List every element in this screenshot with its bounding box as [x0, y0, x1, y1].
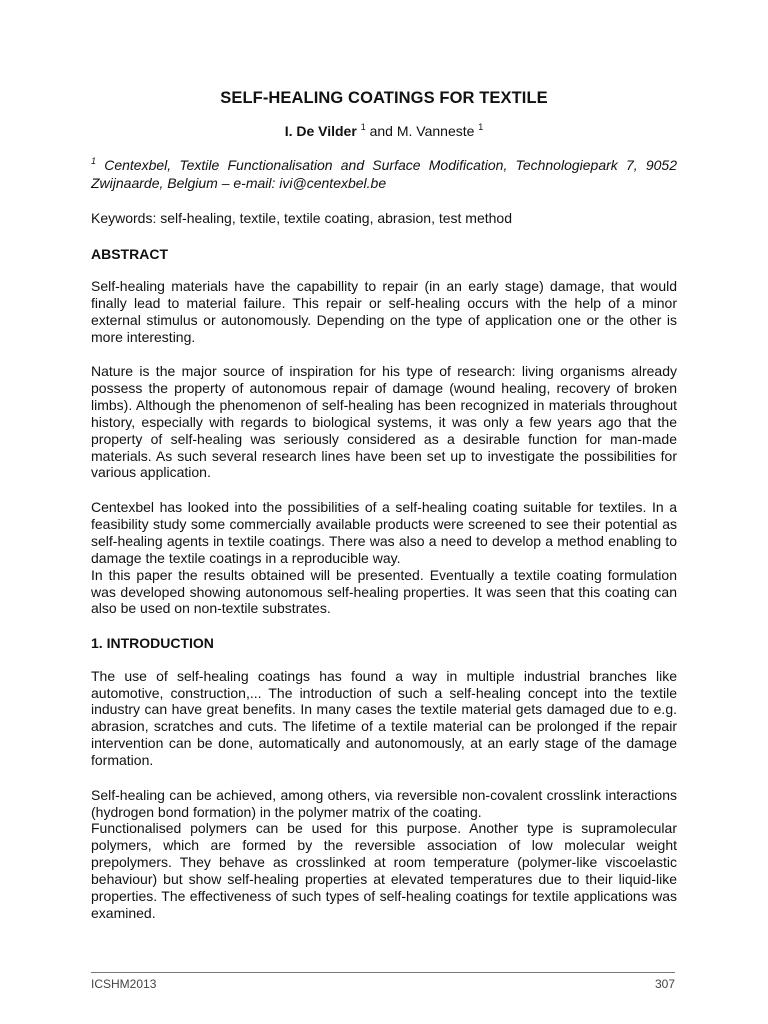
- footer-page-number: 307: [654, 977, 675, 991]
- keywords: Keywords: self-healing, textile, textile coating, abrasion, test method: [91, 210, 512, 226]
- affiliation-text: Centexbel, Textile Functionalisation and Surface Modification, Technologiepark 7, 9052 Zwijnaarde, Belgium – e-mail: ivi@centexbel.be: [91, 157, 677, 191]
- author-line: [91, 122, 677, 140]
- introduction-paragraph-3: Functionalised polymers can be used for this purpose. Another type is supramolecular polymers, which are formed by the reversible association of low molecular weight prepolymers. They behave as crosslinked at room temperature (polymer-like viscoelastic behaviour) but show self-healing properties at elevated temperatures due to their liquid-like properties. The effectiveness of such types of self-healing coatings for textile applications was examined.: [91, 820, 677, 921]
- introduction-paragraph-1: The use of self-healing coatings has found a way in multiple industrial branches like automotive, construction,... The introduction of such a self-healing concept into the textile industry can have great benefits. In many cases the textile material gets damaged due to e.g. abrasion, scratches and cuts. The lifetime of a textile material can be prolonged if the repair intervention can be done, automatically and autonomously, at an early stage of the damage formation.: [91, 667, 677, 768]
- introduction-heading: 1. INTRODUCTION: [91, 635, 214, 652]
- footer-conference: ICSHM2013: [91, 977, 157, 991]
- abstract-heading: ABSTRACT: [91, 245, 168, 262]
- author-connector: and M. Vanneste: [365, 123, 479, 139]
- paper-title: SELF-HEALING COATINGS FOR TEXTILE: [220, 89, 548, 107]
- abstract-paragraph-4: In this paper the results obtained will be presented. Eventually a textile coating formulation was developed showing autonomous self-healing properties. It was seen that this coating can also be used on non-textile substrates.: [91, 566, 677, 617]
- author-1-affiliation-mark: 1: [360, 122, 366, 132]
- abstract-paragraph-2: Nature is the major source of inspiration for his type of research: living organisms already possess the property of autonomous repair of damage (wound healing, recovery of broken limbs). Although the phenomenon of self-healing has been recognized in materials throughout history, especially with regards to biological systems, it was only a few years ago that the property of self-healing was seriously considered as a desirable function for man-made materials. As such several research lines have been set up to investigate the possibilities for various application.: [91, 363, 677, 481]
- footer-rule: [91, 972, 675, 973]
- abstract-paragraph-3: Centexbel has looked into the possibilities of a self-healing coating suitable for textiles. In a feasibility study some commercially available products were screened to see their potential as self-healing agents in textile coatings. There was also a need to develop a method enabling to damage the textile coatings in a reproducible way.: [91, 499, 677, 566]
- affiliation: [91, 157, 677, 192]
- introduction-paragraph-2: Self-healing can be achieved, among others, via reversible non-covalent crosslink interactions (hydrogen bond formation) in the polymer matrix of the coating.: [91, 786, 677, 820]
- author-2-affiliation-mark: 1: [478, 122, 484, 132]
- abstract-paragraph-1: Self-healing materials have the capabillity to repair (in an early stage) damage, that would finally lead to material failure. This repair or self-healing occurs with the help of a minor external stimulus or autonomously. Depending on the type of application one or the other is more interesting.: [91, 278, 677, 345]
- affiliation-mark: 1: [91, 156, 97, 166]
- author-1: I. De Vilder: [284, 123, 357, 139]
